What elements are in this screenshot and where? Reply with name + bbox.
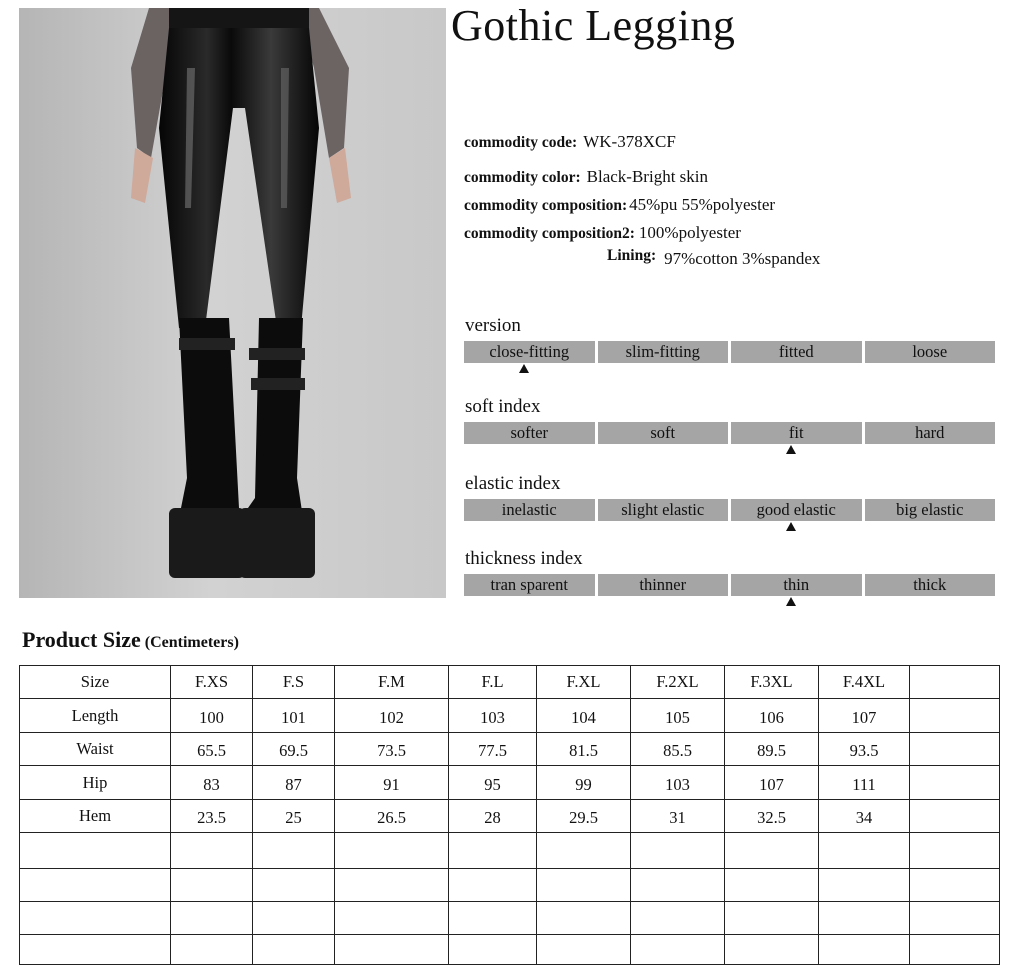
size-value-cell: 107: [819, 699, 910, 733]
size-value-cell: 28: [449, 800, 537, 833]
size-table-row: [20, 766, 1000, 800]
elastic-index-label: elastic index: [465, 473, 561, 494]
size-measure-label: Hem: [20, 800, 171, 833]
size-measure-label: Hip: [20, 766, 171, 800]
spec-key: commodity color:: [464, 169, 581, 186]
size-header-cell: Size: [20, 666, 171, 699]
size-value-cell: 111: [819, 766, 910, 800]
size-value-cell: 29.5: [537, 800, 631, 833]
size-header-cell: F.4XL: [819, 666, 910, 699]
size-value-cell: [725, 935, 819, 965]
size-value-cell: [910, 869, 1000, 902]
size-value-cell: [910, 699, 1000, 733]
size-value-cell: 104: [537, 699, 631, 733]
size-value-cell: 81.5: [537, 733, 631, 766]
size-value-cell: [449, 935, 537, 965]
product-size-unit: (Centimeters): [144, 634, 239, 651]
product-title: Gothic Legging: [451, 1, 736, 50]
size-table-row: [20, 800, 1000, 833]
spec-commodity-composition: [464, 194, 775, 217]
elastic-selected-marker-icon: [786, 522, 796, 531]
version-option: loose: [865, 341, 996, 363]
size-header-cell: [910, 666, 1000, 699]
size-value-cell: 26.5: [335, 800, 449, 833]
size-header-cell: F.3XL: [725, 666, 819, 699]
version-index-bar: [464, 341, 995, 363]
size-value-cell: [335, 902, 449, 935]
size-value-cell: [335, 869, 449, 902]
thickness-option: tran sparent: [464, 574, 595, 596]
size-value-cell: [171, 935, 253, 965]
spec-lining: [607, 244, 820, 267]
size-value-cell: [335, 833, 449, 869]
size-table: [19, 665, 1000, 965]
size-value-cell: 106: [725, 699, 819, 733]
size-value-cell: [910, 902, 1000, 935]
size-table-row: [20, 935, 1000, 965]
size-value-cell: 102: [335, 699, 449, 733]
version-option: fitted: [731, 341, 862, 363]
size-table-row: [20, 833, 1000, 869]
size-value-cell: [253, 869, 335, 902]
size-value-cell: [910, 833, 1000, 869]
size-measure-label: [20, 833, 171, 869]
spec-key: commodity composition2:: [464, 225, 635, 242]
product-size-heading: [22, 627, 239, 653]
size-value-cell: 105: [631, 699, 725, 733]
size-value-cell: 85.5: [631, 733, 725, 766]
size-measure-label: [20, 869, 171, 902]
size-table-row: [20, 902, 1000, 935]
size-measure-label: Length: [20, 699, 171, 733]
size-value-cell: 32.5: [725, 800, 819, 833]
spec-value: WK-378XCF: [583, 132, 676, 151]
thickness-option: thin: [731, 574, 862, 596]
leggings-model-illustration: [19, 8, 446, 598]
spec-commodity-code: [464, 131, 676, 154]
soft-selected-marker-icon: [786, 445, 796, 454]
size-value-cell: [631, 902, 725, 935]
size-value-cell: 89.5: [725, 733, 819, 766]
size-value-cell: [819, 935, 910, 965]
size-table-row: [20, 699, 1000, 733]
size-value-cell: [537, 869, 631, 902]
size-value-cell: 93.5: [819, 733, 910, 766]
size-value-cell: 95: [449, 766, 537, 800]
size-value-cell: [819, 902, 910, 935]
size-table-row: [20, 869, 1000, 902]
product-size-title: Product Size: [22, 627, 141, 652]
size-header-cell: F.L: [449, 666, 537, 699]
spec-key: commodity composition:: [464, 197, 628, 214]
size-value-cell: [449, 833, 537, 869]
product-photo: [19, 8, 446, 598]
size-value-cell: [910, 733, 1000, 766]
soft-option: soft: [598, 422, 729, 444]
elastic-index-bar: [464, 499, 995, 521]
size-measure-label: [20, 902, 171, 935]
size-value-cell: [537, 935, 631, 965]
size-value-cell: 34: [819, 800, 910, 833]
thickness-option: thick: [865, 574, 996, 596]
soft-index-bar: [464, 422, 995, 444]
size-value-cell: [335, 935, 449, 965]
soft-option: fit: [731, 422, 862, 444]
size-value-cell: [910, 935, 1000, 965]
size-value-cell: 103: [449, 699, 537, 733]
size-value-cell: [725, 833, 819, 869]
thickness-index-bar: [464, 574, 995, 596]
size-table-body: [20, 666, 1000, 965]
size-value-cell: [537, 833, 631, 869]
size-table-row: [20, 733, 1000, 766]
size-value-cell: 100: [171, 699, 253, 733]
size-value-cell: [725, 902, 819, 935]
spec-value: Black-Bright skin: [586, 167, 709, 186]
size-value-cell: 87: [253, 766, 335, 800]
size-value-cell: [631, 935, 725, 965]
size-value-cell: [171, 902, 253, 935]
spec-commodity-color: [464, 166, 708, 189]
size-header-cell: F.XS: [171, 666, 253, 699]
size-value-cell: [631, 833, 725, 869]
size-value-cell: 31: [631, 800, 725, 833]
size-value-cell: [631, 869, 725, 902]
size-value-cell: 25: [253, 800, 335, 833]
size-value-cell: 103: [631, 766, 725, 800]
spec-value: 100%polyester: [638, 223, 741, 242]
size-value-cell: 107: [725, 766, 819, 800]
size-value-cell: 77.5: [449, 733, 537, 766]
thickness-selected-marker-icon: [786, 597, 796, 606]
size-value-cell: 91: [335, 766, 449, 800]
size-header-cell: F.2XL: [631, 666, 725, 699]
size-value-cell: [253, 902, 335, 935]
elastic-option: inelastic: [464, 499, 595, 521]
size-value-cell: [819, 869, 910, 902]
spec-key: Lining:: [607, 247, 657, 264]
thickness-option: thinner: [598, 574, 729, 596]
size-value-cell: [449, 869, 537, 902]
version-index-label: version: [465, 315, 521, 336]
size-value-cell: [253, 935, 335, 965]
size-value-cell: [253, 833, 335, 869]
size-value-cell: 23.5: [171, 800, 253, 833]
thickness-index-label: thickness index: [465, 548, 583, 569]
size-header-row: [20, 666, 1000, 699]
soft-option: hard: [865, 422, 996, 444]
size-value-cell: [449, 902, 537, 935]
size-value-cell: [171, 869, 253, 902]
size-value-cell: 101: [253, 699, 335, 733]
size-value-cell: 69.5: [253, 733, 335, 766]
size-value-cell: 99: [537, 766, 631, 800]
size-value-cell: [725, 869, 819, 902]
soft-option: softer: [464, 422, 595, 444]
spec-value: 97%cotton 3%spandex: [664, 249, 821, 268]
elastic-option: slight elastic: [598, 499, 729, 521]
size-header-cell: F.XL: [537, 666, 631, 699]
elastic-option: big elastic: [865, 499, 996, 521]
size-measure-label: [20, 935, 171, 965]
size-header-cell: F.S: [253, 666, 335, 699]
spec-value: 45%pu 55%polyester: [629, 195, 776, 214]
size-value-cell: [910, 800, 1000, 833]
soft-index-label: soft index: [465, 396, 541, 417]
size-value-cell: [171, 833, 253, 869]
size-value-cell: [819, 833, 910, 869]
size-value-cell: 65.5: [171, 733, 253, 766]
size-value-cell: 83: [171, 766, 253, 800]
size-value-cell: [537, 902, 631, 935]
spec-commodity-composition2: [464, 222, 741, 245]
size-value-cell: [910, 766, 1000, 800]
elastic-option: good elastic: [731, 499, 862, 521]
version-option: slim-fitting: [598, 341, 729, 363]
version-selected-marker-icon: [519, 364, 529, 373]
size-measure-label: Waist: [20, 733, 171, 766]
size-value-cell: 73.5: [335, 733, 449, 766]
version-option: close-fitting: [464, 341, 595, 363]
spec-key: commodity code:: [464, 134, 578, 151]
size-header-cell: F.M: [335, 666, 449, 699]
